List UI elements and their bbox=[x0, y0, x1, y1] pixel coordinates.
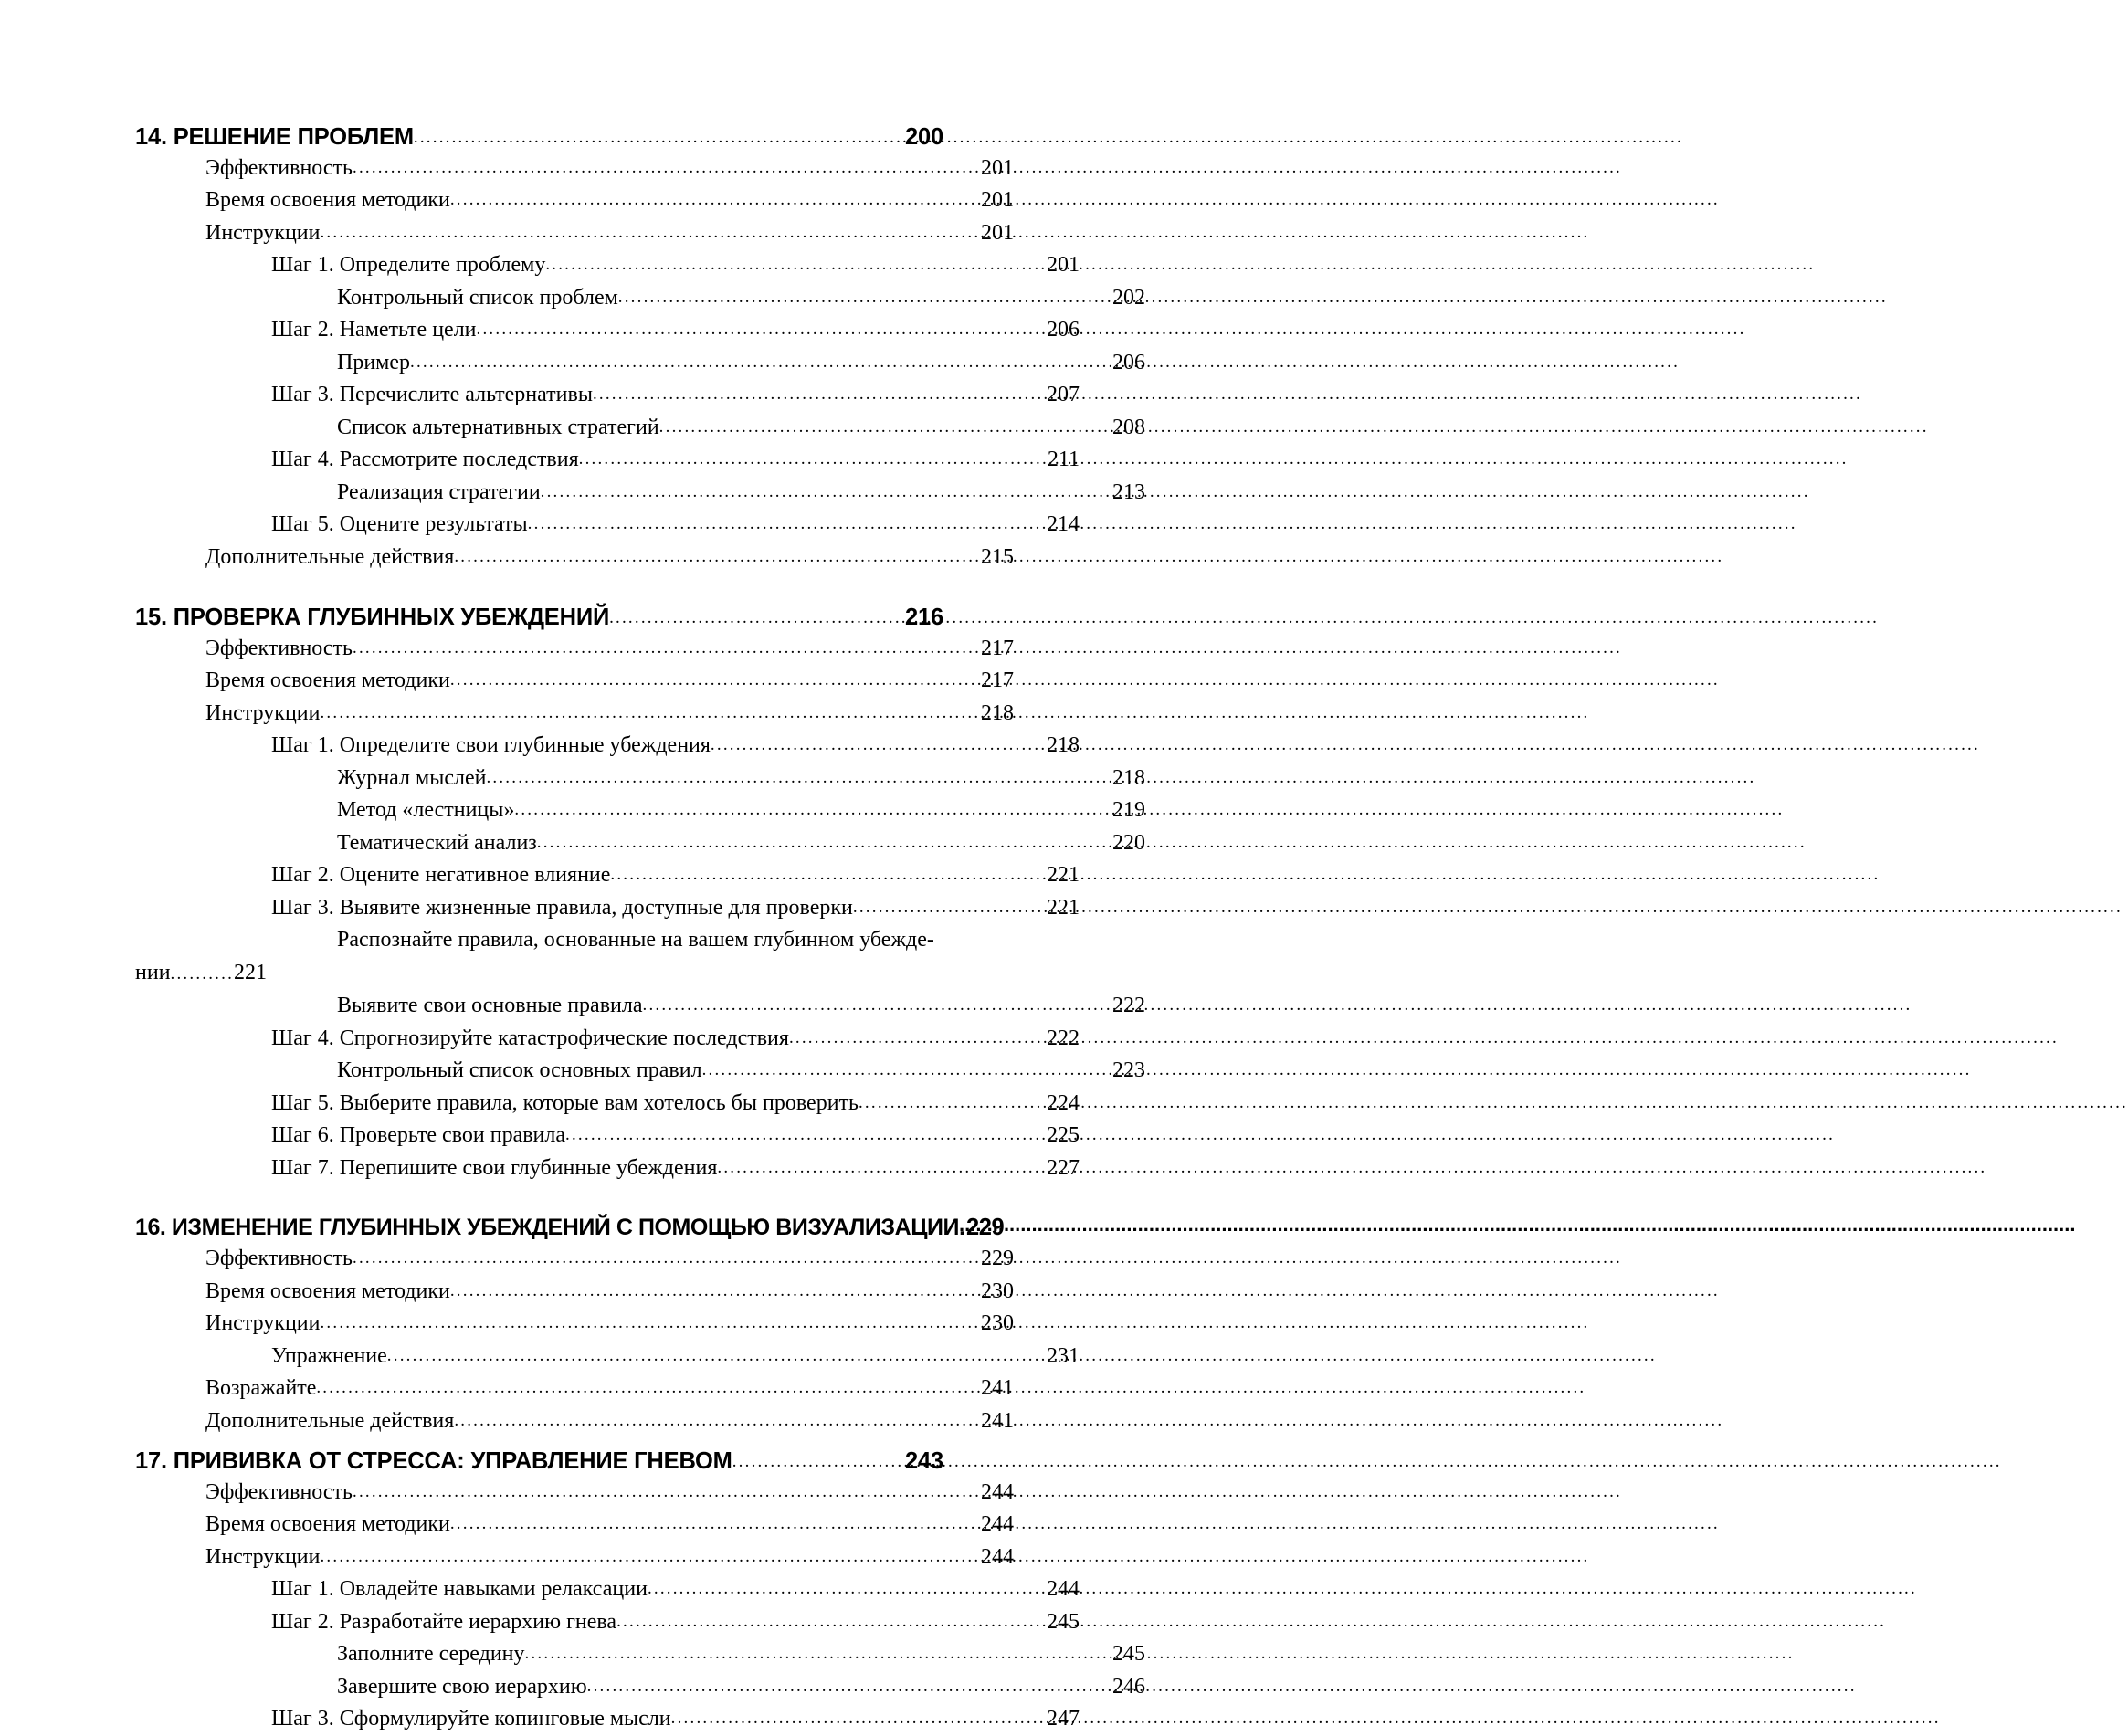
toc-entry-page-number: 230 bbox=[981, 1278, 1014, 1303]
toc-entry-page-number: 215 bbox=[981, 544, 1014, 569]
dot-leader bbox=[454, 542, 981, 563]
toc-entry-title: Завершите свою иерархию bbox=[337, 1674, 587, 1699]
toc-entry-level-1[interactable] bbox=[205, 1243, 1014, 1276]
toc-entry-level-3[interactable] bbox=[337, 1638, 1145, 1671]
toc-entry-title: Шаг 3. Сформулируйте копинговые мысли bbox=[271, 1707, 671, 1731]
dot-leader bbox=[450, 184, 981, 206]
toc-entry-page-number: 218 bbox=[981, 700, 1014, 725]
toc-entry-level-1[interactable] bbox=[205, 1308, 1014, 1341]
toc-entry-page-number: 224 bbox=[1047, 1090, 1080, 1115]
section-spacer bbox=[135, 1437, 943, 1445]
toc-chapter-heading[interactable] bbox=[135, 121, 943, 153]
dot-leader bbox=[541, 477, 1112, 499]
toc-entry-page-number: 201 bbox=[1047, 253, 1080, 277]
toc-entry-level-1[interactable] bbox=[205, 1541, 1014, 1574]
toc-chapter-title: 14. РЕШЕНИЕ ПРОБЛЕМ bbox=[135, 123, 414, 150]
toc-entry-level-2[interactable] bbox=[271, 1120, 1080, 1152]
toc-entry-level-2[interactable] bbox=[271, 859, 1080, 892]
dot-leader bbox=[643, 990, 1113, 1012]
dot-leader bbox=[450, 1276, 981, 1298]
toc-entry-page-number: 201 bbox=[981, 155, 1014, 180]
toc-entry-title: Метод «лестницы» bbox=[337, 798, 515, 822]
toc-entry-page-number: 229 bbox=[981, 1247, 1014, 1270]
toc-entry-page-number: 213 bbox=[1112, 479, 1145, 504]
dot-leader bbox=[711, 730, 1047, 752]
toc-entry-level-2[interactable] bbox=[271, 1606, 1080, 1639]
toc-entry-level-2[interactable] bbox=[271, 509, 1080, 542]
dot-leader bbox=[579, 444, 1048, 466]
toc-chapter-page-number: 243 bbox=[905, 1447, 943, 1474]
toc-entry-level-1[interactable] bbox=[205, 1373, 1014, 1405]
toc-entry-title: Заполните середину bbox=[337, 1642, 525, 1666]
toc-entry-page-number: 227 bbox=[1047, 1155, 1080, 1180]
toc-entry-title: Выявите свои основные правила bbox=[337, 994, 643, 1017]
toc-entry-title: Инструкции bbox=[205, 1544, 321, 1569]
toc-entry-level-3[interactable] bbox=[337, 1671, 1145, 1704]
dot-leader bbox=[316, 1373, 981, 1394]
section-spacer bbox=[135, 1184, 943, 1212]
toc-entry-page-number: 221 bbox=[1047, 863, 1080, 887]
toc-entry-page-number: 230 bbox=[981, 1311, 1014, 1335]
toc-entry-title: Пример bbox=[337, 350, 411, 374]
toc-entry-level-1[interactable] bbox=[205, 217, 1014, 250]
toc-entry-title: Шаг 2. Наметьте цели bbox=[271, 318, 477, 342]
toc-entry-page-number: 221 bbox=[1047, 895, 1080, 920]
dot-leader: ..... . bbox=[959, 1212, 966, 1235]
toc-entry-page-number: 211 bbox=[1047, 447, 1080, 471]
toc-entry-level-3[interactable] bbox=[337, 1055, 1145, 1088]
dot-leader bbox=[545, 249, 1047, 271]
toc-entry-page-number: 206 bbox=[1047, 318, 1080, 342]
dot-leader bbox=[486, 763, 1112, 784]
toc-entry-level-2[interactable] bbox=[271, 892, 1080, 925]
toc-entry-level-2[interactable] bbox=[271, 379, 1080, 412]
toc-entry-title: Инструкции bbox=[205, 1311, 321, 1335]
toc-entry-level-3[interactable] bbox=[337, 794, 1145, 827]
toc-entry-level-2[interactable] bbox=[271, 444, 1080, 477]
dot-leader bbox=[353, 1243, 981, 1265]
toc-entry-level-3[interactable] bbox=[337, 477, 1145, 510]
toc-entry-level-2[interactable] bbox=[271, 1023, 1080, 1056]
toc-entry-page-number: 246 bbox=[1112, 1674, 1145, 1699]
toc-entry-title: Шаг 2. Оцените негативное влияние bbox=[271, 863, 611, 887]
toc-entry-level-2[interactable] bbox=[271, 249, 1080, 282]
toc-entry-level-3[interactable] bbox=[337, 763, 1145, 795]
toc-entry-title-continuation: нии bbox=[135, 960, 171, 984]
toc-chapter-heading[interactable] bbox=[135, 1212, 1005, 1243]
toc-entry-title: Реализация стратегии bbox=[337, 479, 541, 504]
toc-entry-level-2[interactable] bbox=[271, 1341, 1080, 1373]
dot-leader bbox=[414, 121, 905, 144]
toc-entry-page-number: 208 bbox=[1112, 415, 1145, 439]
toc-entry-level-1[interactable] bbox=[205, 633, 1014, 666]
toc-entry-title: Эффективность bbox=[205, 636, 353, 660]
dot-leader bbox=[454, 1405, 981, 1427]
toc-entry-level-3[interactable] bbox=[337, 282, 1145, 315]
toc-entry-page-number: 214 bbox=[1047, 512, 1080, 536]
toc-entry-page-number: 244 bbox=[981, 1512, 1014, 1536]
toc-entry-page-number: 219 bbox=[1112, 798, 1145, 822]
dot-leader bbox=[671, 1703, 1047, 1725]
toc-entry-title: Инструкции bbox=[205, 700, 321, 725]
toc-chapter-title: 17. ПРИВИВКА ОТ СТРЕССА: УПРАВЛЕНИЕ ГНЕВОМ bbox=[135, 1447, 732, 1474]
toc-entry-page-number: 220 bbox=[1112, 830, 1145, 855]
toc-entry-title: Инструкции bbox=[205, 220, 321, 245]
toc-entry-title: Возражайте bbox=[205, 1376, 317, 1400]
toc-entry-title: Шаг 7. Перепишите свои глубинные убеждения bbox=[271, 1155, 718, 1180]
toc-entry-title: Время освоения методики bbox=[205, 188, 450, 212]
toc-entry-title: Дополнительные действия bbox=[205, 544, 455, 569]
toc-entry-page-number: 231 bbox=[1047, 1343, 1080, 1368]
toc-entry-level-1[interactable] bbox=[205, 1405, 1014, 1438]
toc-entry-level-1[interactable] bbox=[205, 665, 1014, 698]
toc-entry-level-1[interactable] bbox=[205, 1276, 1014, 1309]
toc-entry-page-number: 218 bbox=[1112, 765, 1145, 790]
toc-entry-level-2[interactable] bbox=[271, 1573, 1080, 1606]
toc-entry-title: Эффективность bbox=[205, 1247, 353, 1270]
toc-chapter-title: 15. ПРОВЕРКА ГЛУБИННЫХ УБЕЖДЕНИЙ bbox=[135, 604, 610, 630]
dot-leader bbox=[320, 1308, 981, 1330]
dot-leader bbox=[528, 509, 1047, 531]
dot-leader bbox=[593, 379, 1047, 401]
toc-entry-title: Шаг 5. Выберите правила, которые вам хотелось бы проверить bbox=[271, 1090, 859, 1115]
dot-leader bbox=[618, 282, 1112, 304]
toc-entry-page-number: 201 bbox=[981, 220, 1014, 245]
dot-leader bbox=[565, 1120, 1047, 1142]
toc-entry-page-number: 222 bbox=[1047, 1026, 1080, 1050]
toc-entry-level-1[interactable] bbox=[205, 153, 1014, 185]
toc-entry-level-2[interactable] bbox=[271, 730, 1080, 763]
toc-entry-page-number: 244 bbox=[981, 1479, 1014, 1504]
toc-entry-page-number: 201 bbox=[981, 188, 1014, 212]
dot-leader bbox=[537, 827, 1112, 849]
dot-leader bbox=[732, 1445, 905, 1468]
toc-entry-title: Упражнение bbox=[271, 1343, 387, 1368]
toc-entry-title: Время освоения методики bbox=[205, 1278, 450, 1303]
toc-entry-page-number: 217 bbox=[981, 636, 1014, 660]
toc-entry-title: Шаг 4. Спрогнозируйте катастрофические последствия bbox=[271, 1026, 789, 1050]
toc-entry-level-1[interactable] bbox=[205, 698, 1014, 731]
dot-leader bbox=[450, 1509, 981, 1531]
toc-entry-title: Шаг 3. Перечислите альтернативы bbox=[271, 383, 593, 406]
toc-entry-level-3[interactable] bbox=[337, 347, 1145, 380]
toc-entry-title: Шаг 4. Рассмотрите последствия bbox=[271, 447, 579, 471]
dot-leader bbox=[610, 859, 1047, 881]
toc-chapter-heading[interactable] bbox=[135, 601, 943, 633]
toc-entry-page-number: 241 bbox=[981, 1408, 1014, 1433]
toc-entry-title: Распознайте правила, основанные на вашем глубинном убежде- bbox=[337, 928, 934, 952]
toc-entry-page-number: 225 bbox=[1047, 1123, 1080, 1147]
toc-entry-title: Контрольный список основных правил bbox=[337, 1058, 702, 1082]
toc-entry-title: Журнал мыслей bbox=[337, 765, 487, 790]
toc-entry-page-number: 202 bbox=[1112, 285, 1145, 310]
toc-entry-page-number: 223 bbox=[1112, 1058, 1145, 1082]
toc-chapter-heading[interactable] bbox=[135, 1445, 943, 1477]
toc-entry-level-3[interactable] bbox=[337, 990, 1145, 1023]
toc-entry-page-number: 207 bbox=[1047, 383, 1080, 406]
toc-entry-page-number: 218 bbox=[1047, 733, 1080, 757]
dot-leader bbox=[353, 153, 981, 174]
toc-entry-page-number: 244 bbox=[981, 1544, 1014, 1569]
toc-entry-wrapped[interactable] bbox=[135, 924, 943, 990]
dot-leader bbox=[616, 1606, 1047, 1628]
dot-leader bbox=[853, 892, 1047, 914]
toc-entry-page-number: 222 bbox=[1112, 994, 1145, 1017]
toc-chapter-page-number: 200 bbox=[905, 123, 943, 150]
dot-leader bbox=[609, 601, 905, 625]
dot-leader bbox=[410, 347, 1112, 369]
toc-entry-title: Шаг 6. Проверьте свои правила bbox=[271, 1123, 566, 1147]
dot-leader bbox=[477, 314, 1047, 336]
toc-entry-title: Эффективность bbox=[205, 155, 353, 180]
dot-leader bbox=[320, 217, 981, 239]
dot-leader: .......... bbox=[170, 963, 235, 984]
toc-entry-title: Шаг 1. Определите проблему bbox=[271, 253, 546, 277]
toc-entry-page-number: 245 bbox=[1047, 1609, 1080, 1634]
section-spacer bbox=[135, 573, 943, 601]
toc-entry-title: Эффективность bbox=[205, 1479, 353, 1504]
toc-entry-level-3[interactable] bbox=[337, 827, 1145, 860]
table-of-contents bbox=[135, 121, 1145, 1736]
toc-entry-level-1[interactable] bbox=[205, 184, 1014, 217]
toc-entry-page-number: 217 bbox=[981, 668, 1014, 692]
toc-entry-level-2[interactable] bbox=[271, 314, 1080, 347]
toc-chapter-page-number: 229 bbox=[966, 1215, 1005, 1240]
dot-leader bbox=[353, 1477, 981, 1499]
toc-entry-level-3[interactable] bbox=[337, 412, 1145, 445]
toc-chapter-title: 16. ИЗМЕНЕНИЕ ГЛУБИННЫХ УБЕЖДЕНИЙ С ПОМОЩЬЮ ВИЗУАЛИЗАЦИИ bbox=[135, 1215, 960, 1240]
toc-entry-level-2[interactable] bbox=[271, 1152, 1080, 1185]
dot-leader bbox=[859, 1088, 1047, 1110]
toc-entry-page-number: 241 bbox=[981, 1376, 1014, 1400]
toc-entry-title: Шаг 1. Определите свои глубинные убеждения bbox=[271, 733, 711, 757]
dot-leader bbox=[525, 1638, 1112, 1660]
dot-leader bbox=[514, 794, 1112, 816]
toc-entry-title: Контрольный список проблем bbox=[337, 285, 618, 310]
toc-entry-title: Шаг 2. Разработайте иерархию гнева bbox=[271, 1609, 617, 1634]
dot-leader bbox=[387, 1341, 1047, 1362]
toc-entry-level-1[interactable] bbox=[205, 1509, 1014, 1541]
toc-entry-title: Тематический анализ bbox=[337, 830, 537, 855]
toc-entry-page-number: 244 bbox=[1047, 1577, 1080, 1601]
toc-entry-level-2[interactable] bbox=[271, 1088, 1080, 1121]
toc-entry-title: Список альтернативных стратегий bbox=[337, 415, 659, 439]
toc-entry-title: Время освоения методики bbox=[205, 668, 450, 692]
toc-entry-page-number: 206 bbox=[1112, 350, 1145, 374]
dot-leader bbox=[320, 1541, 981, 1563]
dot-leader bbox=[353, 633, 981, 655]
dot-leader bbox=[587, 1671, 1112, 1693]
toc-entry-page-number: 221 bbox=[234, 960, 268, 984]
dot-leader bbox=[717, 1152, 1047, 1174]
dot-leader bbox=[648, 1573, 1047, 1595]
toc-entry-title: Шаг 5. Оцените результаты bbox=[271, 512, 528, 536]
toc-chapter-page-number: 216 bbox=[905, 604, 943, 630]
dot-leader bbox=[789, 1023, 1047, 1045]
dot-leader bbox=[450, 665, 981, 687]
toc-entry-page-number: 245 bbox=[1112, 1642, 1145, 1666]
toc-entry-page-number: 247 bbox=[1047, 1707, 1080, 1731]
toc-entry-level-2[interactable] bbox=[271, 1703, 1080, 1736]
toc-entry-title: Шаг 3. Выявите жизненные правила, доступные для проверки bbox=[271, 895, 853, 920]
dot-leader bbox=[702, 1055, 1112, 1077]
toc-entry-title: Дополнительные действия bbox=[205, 1408, 455, 1433]
toc-entry-level-1[interactable] bbox=[205, 1477, 1014, 1510]
toc-entry-title: Шаг 1. Овладейте навыками релаксации bbox=[271, 1577, 648, 1601]
toc-entry-title: Время освоения методики bbox=[205, 1512, 450, 1536]
toc-entry-level-1[interactable] bbox=[205, 542, 1014, 574]
dot-leader bbox=[320, 698, 981, 720]
dot-leader bbox=[659, 412, 1112, 434]
